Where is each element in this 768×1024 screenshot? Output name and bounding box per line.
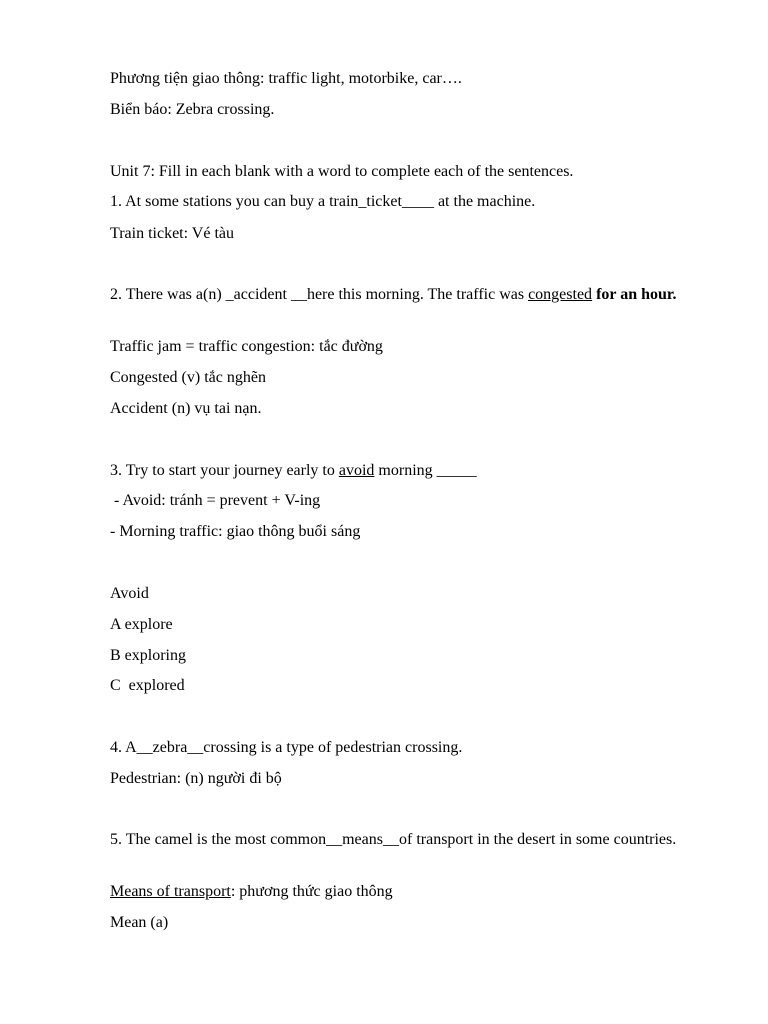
question-3 xyxy=(110,461,477,481)
question-1-note: Train ticket: Vé tàu xyxy=(110,225,234,242)
question-2-underlined: congested xyxy=(528,286,593,303)
vocab-line-transport: Phương tiện giao thông: traffic light, motorbike, car…. xyxy=(110,70,462,87)
question-3-text: 3. Try to start your journey early to xyxy=(110,462,339,479)
question-3-note-1: - Avoid: tránh = prevent + V-ing xyxy=(110,492,321,509)
question-3-note-2: - Morning traffic: giao thông buổi sáng xyxy=(110,523,361,540)
question-5-note-2: Mean (a) xyxy=(110,914,169,931)
question-5-note-text: : phương thức giao thông xyxy=(230,883,393,900)
question-4-note: Pedestrian: (n) người đi bộ xyxy=(110,770,282,787)
question-2-note-1: Traffic jam = traffic congestion: tắc đường xyxy=(110,338,383,355)
question-2-note-3: Accident (n) vụ tai nạn. xyxy=(110,400,262,417)
question-5-note xyxy=(110,882,393,902)
question-2-bold: for an hour. xyxy=(592,286,677,303)
option-c: C explored xyxy=(110,677,185,694)
question-2-text: 2. There was a(n) _accident __here this morning. The traffic was xyxy=(110,286,529,303)
question-2-note-2: Congested (v) tắc nghẽn xyxy=(110,369,266,386)
question-3-tail: morning _____ xyxy=(374,462,477,479)
question-5-underlined: Means of transport xyxy=(110,883,231,900)
unit-heading: Unit 7: Fill in each blank with a word to complete each of the sentences. xyxy=(110,163,574,180)
options-heading: Avoid xyxy=(110,585,149,602)
question-1: 1. At some stations you can buy a train_ticket____ at the machine. xyxy=(110,193,536,210)
option-b: B exploring xyxy=(110,647,186,664)
question-4: 4. A__zebra__crossing is a type of pedestrian crossing. xyxy=(110,739,463,756)
option-a: A explore xyxy=(110,616,173,633)
question-5: 5. The camel is the most common__means__of transport in the desert in some countries. xyxy=(110,831,677,848)
question-2 xyxy=(110,285,692,305)
vocab-line-signs: Biển báo: Zebra crossing. xyxy=(110,101,275,118)
question-3-underlined: avoid xyxy=(338,462,375,479)
